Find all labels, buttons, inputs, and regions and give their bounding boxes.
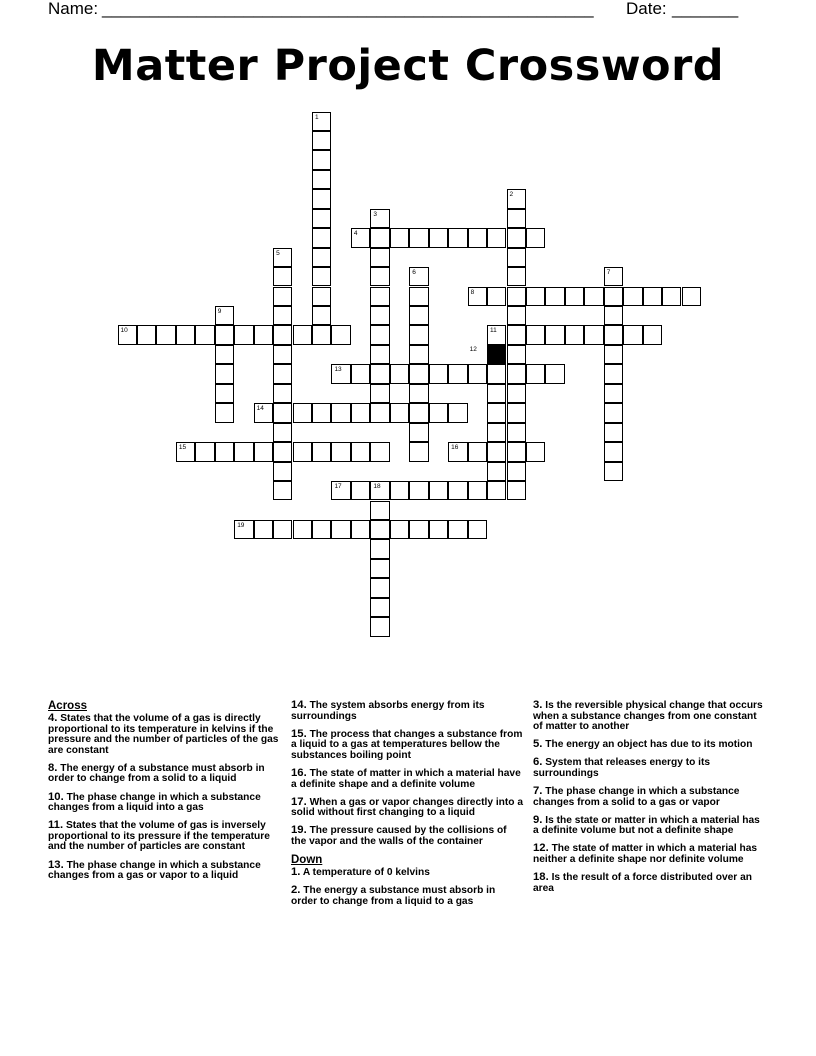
grid-cell[interactable] — [604, 325, 623, 344]
grid-cell[interactable] — [507, 403, 526, 422]
grid-cell[interactable] — [468, 228, 487, 247]
grid-cell-number: 2 — [509, 191, 514, 199]
grid-cell[interactable] — [273, 403, 292, 422]
grid-cell[interactable] — [331, 403, 350, 422]
grid-cell[interactable] — [604, 306, 623, 325]
grid-cell[interactable] — [273, 287, 292, 306]
grid-cell[interactable] — [468, 364, 487, 383]
grid-cell[interactable] — [370, 559, 389, 578]
page-title: Matter Project Crossword — [91, 41, 725, 91]
grid-cell[interactable] — [312, 248, 331, 267]
grid-cell[interactable] — [370, 384, 389, 403]
grid-cell[interactable] — [662, 287, 681, 306]
clue-down-5: 5. The energy an object has due to its motion — [533, 738, 753, 751]
grid-cell[interactable] — [429, 481, 448, 500]
clue-across-11: 11. States that the volume of gas is inversely proportional to its pressure if the temperature and the number of particles are constant — [48, 819, 270, 853]
grid-cell[interactable] — [429, 228, 448, 247]
grid-cell[interactable] — [370, 325, 389, 344]
grid-cell[interactable] — [390, 481, 409, 500]
grid-cell[interactable] — [507, 481, 526, 500]
grid-cell[interactable] — [215, 364, 234, 383]
grid-cell-number: 4 — [353, 230, 358, 238]
grid-cell[interactable] — [370, 617, 389, 636]
grid-cell[interactable] — [448, 520, 467, 539]
grid-cell[interactable] — [351, 520, 370, 539]
grid-cell[interactable] — [409, 384, 428, 403]
grid-cell-number: 10 — [120, 327, 128, 335]
grid-cell[interactable] — [254, 403, 273, 422]
grid-cell[interactable] — [487, 423, 506, 442]
grid-cell[interactable] — [468, 287, 487, 306]
grid-cell[interactable] — [273, 481, 292, 500]
clue-column-2 — [291, 700, 523, 914]
grid-cell[interactable] — [507, 189, 526, 208]
grid-cell[interactable] — [176, 442, 195, 461]
grid-cell[interactable] — [565, 287, 584, 306]
grid-cell[interactable] — [487, 287, 506, 306]
grid-cell[interactable] — [176, 325, 195, 344]
grid-cell[interactable] — [156, 325, 175, 344]
grid-cell[interactable] — [507, 325, 526, 344]
grid-cell[interactable] — [409, 423, 428, 442]
grid-cell[interactable] — [604, 345, 623, 364]
grid-cell[interactable] — [526, 228, 545, 247]
grid-cell[interactable] — [409, 228, 428, 247]
grid-cell[interactable] — [604, 423, 623, 442]
grid-cell[interactable] — [273, 462, 292, 481]
name-blank[interactable]: ____________________________________________________ — [102, 0, 594, 18]
grid-cell[interactable] — [604, 287, 623, 306]
grid-cell[interactable] — [254, 442, 273, 461]
grid-cell[interactable] — [370, 520, 389, 539]
grid-cell[interactable] — [351, 364, 370, 383]
grid-cell[interactable] — [604, 364, 623, 383]
grid-cell-number: 14 — [256, 405, 264, 413]
grid-cell[interactable] — [234, 520, 253, 539]
clue-down-6: 6. System that releases energy to its surroundings — [533, 756, 711, 779]
grid-cell[interactable] — [293, 442, 312, 461]
grid-cell[interactable] — [312, 520, 331, 539]
grid-cell-number: 6 — [412, 269, 416, 277]
grid-cell[interactable] — [312, 131, 331, 150]
grid-cell[interactable] — [293, 403, 312, 422]
grid-cell-number: 18 — [373, 483, 381, 491]
grid-cell[interactable] — [604, 462, 623, 481]
grid-cell[interactable] — [312, 170, 331, 189]
grid-cell[interactable] — [487, 228, 506, 247]
grid-cell[interactable] — [526, 287, 545, 306]
grid-cell-number: 7 — [606, 269, 611, 277]
clue-column-3 — [533, 700, 765, 901]
grid-cell[interactable] — [429, 403, 448, 422]
grid-cell[interactable] — [293, 520, 312, 539]
grid-cell[interactable] — [312, 150, 331, 169]
grid-cell[interactable] — [507, 442, 526, 461]
clue-across-19: 19. The pressure caused by the collisions of the vapor and the walls of the container — [291, 824, 507, 847]
grid-cell[interactable] — [195, 325, 214, 344]
clue-down-12: 12. The state of matter in which a material has neither a definite shape nor definite volume — [533, 842, 758, 866]
grid-cell[interactable] — [273, 345, 292, 364]
clue-down-2: 2. The energy a substance must absorb in order to change from a liquid to a gas — [291, 884, 496, 907]
grid-cell[interactable] — [448, 481, 467, 500]
clue-down-18: 18. Is the result of a force distributed over an area — [533, 871, 752, 894]
grid-cell[interactable] — [351, 481, 370, 500]
grid-cell[interactable] — [507, 306, 526, 325]
grid-cell[interactable] — [370, 539, 389, 558]
grid-cell[interactable] — [370, 442, 389, 461]
grid-cell[interactable] — [390, 364, 409, 383]
clue-across-8: 8. The energy of a substance must absorb in order to change from a solid to a liquid — [48, 761, 265, 785]
grid-block — [487, 345, 506, 364]
grid-cell[interactable] — [370, 364, 389, 383]
grid-cell[interactable] — [409, 520, 428, 539]
clue-column-1 — [48, 700, 280, 888]
grid-cell[interactable] — [487, 325, 506, 344]
grid-cell[interactable] — [351, 228, 370, 247]
grid-cell[interactable] — [370, 481, 389, 500]
grid-cell[interactable] — [273, 442, 292, 461]
grid-cell[interactable] — [545, 287, 564, 306]
grid-cell[interactable] — [215, 345, 234, 364]
grid-cell[interactable] — [370, 306, 389, 325]
grid-cell[interactable] — [409, 287, 428, 306]
grid-cell[interactable] — [273, 306, 292, 325]
grid-cell[interactable] — [312, 189, 331, 208]
grid-cell[interactable] — [137, 325, 156, 344]
grid-cell-number: 16 — [451, 444, 459, 452]
grid-cell[interactable] — [312, 325, 331, 344]
grid-cell[interactable] — [331, 325, 350, 344]
grid-cell[interactable] — [370, 248, 389, 267]
grid-cell[interactable] — [429, 364, 448, 383]
clue-across-14: 14. The system absorbs energy from its surroundings — [291, 699, 485, 722]
grid-cell[interactable] — [331, 520, 350, 539]
grid-cell[interactable] — [370, 209, 389, 228]
grid-cell[interactable] — [409, 481, 428, 500]
grid-cell[interactable] — [409, 403, 428, 422]
grid-cell[interactable] — [565, 325, 584, 344]
name-label: Name: — [48, 0, 99, 18]
grid-cell[interactable] — [312, 306, 331, 325]
grid-cell[interactable] — [390, 403, 409, 422]
grid-cell[interactable] — [351, 403, 370, 422]
grid-cell-number: 8 — [470, 288, 475, 296]
grid-cell[interactable] — [429, 520, 448, 539]
grid-cell[interactable] — [409, 267, 428, 286]
grid-cell-number: 19 — [237, 521, 245, 529]
down-heading: Down — [291, 854, 323, 867]
grid-cell-number: 1 — [315, 113, 319, 121]
grid-cell[interactable] — [448, 228, 467, 247]
grid-cell[interactable] — [215, 306, 234, 325]
clue-across-17: 17. When a gas or vapor changes directly into a solid without first changing to a liquid — [291, 795, 523, 819]
grid-cell[interactable] — [507, 462, 526, 481]
grid-cell[interactable] — [254, 520, 273, 539]
grid-cell[interactable] — [118, 325, 137, 344]
grid-cell[interactable] — [215, 325, 234, 344]
grid-cell[interactable] — [254, 325, 273, 344]
grid-cell[interactable] — [370, 598, 389, 617]
clue-down-3: 3. Is the reversible physical change that occurs when a substance changes from one constant of matter to another — [533, 699, 763, 733]
grid-cell[interactable] — [331, 364, 350, 383]
grid-cell[interactable] — [487, 364, 506, 383]
grid-cell[interactable] — [604, 442, 623, 461]
grid-cell[interactable] — [507, 248, 526, 267]
grid-cell-number: 5 — [276, 249, 280, 257]
grid-cell[interactable] — [604, 403, 623, 422]
date-label: Date: — [626, 0, 667, 18]
grid-cell[interactable] — [370, 287, 389, 306]
grid-cell[interactable] — [682, 287, 701, 306]
grid-cell[interactable] — [507, 423, 526, 442]
grid-cell[interactable] — [370, 403, 389, 422]
grid-cell[interactable] — [623, 325, 642, 344]
grid-cell[interactable] — [215, 403, 234, 422]
grid-cell[interactable] — [370, 267, 389, 286]
grid-cell[interactable] — [643, 287, 662, 306]
grid-cell[interactable] — [273, 364, 292, 383]
clue-down-1: 1. A temperature of 0 kelvins — [291, 866, 430, 879]
grid-cell-number: 3 — [373, 210, 377, 218]
grid-cell[interactable] — [312, 442, 331, 461]
grid-cell[interactable] — [468, 520, 487, 539]
grid-cell[interactable] — [507, 267, 526, 286]
clue-across-13: 13. The phase change in which a substance changes from a gas or vapor to a liquid — [48, 858, 261, 882]
grid-cell[interactable] — [526, 442, 545, 461]
grid-cell[interactable] — [487, 481, 506, 500]
grid-cell[interactable] — [409, 325, 428, 344]
grid-cell[interactable] — [312, 267, 331, 286]
grid-cell[interactable] — [351, 442, 370, 461]
grid-cell[interactable] — [526, 325, 545, 344]
grid-cell[interactable] — [448, 364, 467, 383]
grid-cell-number: 13 — [334, 366, 342, 374]
grid-cell[interactable] — [331, 481, 350, 500]
grid-cell[interactable] — [273, 248, 292, 267]
grid-cell[interactable] — [448, 442, 467, 461]
grid-cell[interactable] — [526, 364, 545, 383]
grid-cell[interactable] — [370, 578, 389, 597]
grid-cell[interactable] — [215, 384, 234, 403]
grid-cell[interactable] — [545, 325, 564, 344]
grid-cell[interactable] — [273, 520, 292, 539]
grid-cell[interactable] — [487, 384, 506, 403]
grid-cell-number: 12 — [469, 345, 477, 353]
grid-cell[interactable] — [312, 228, 331, 247]
grid-cell[interactable] — [468, 442, 487, 461]
grid-cell[interactable] — [468, 481, 487, 500]
date-blank[interactable]: _______ — [672, 0, 739, 18]
clue-list — [48, 700, 778, 960]
clue-across-10: 10. The phase change in which a substance changes from a liquid into a gas — [48, 790, 261, 814]
across-heading: Across — [48, 700, 87, 712]
grid-cell[interactable] — [273, 384, 292, 403]
clue-across-16: 16. The state of matter in which a material have a definite shape and a definite volume — [291, 766, 521, 790]
grid-cell[interactable] — [643, 325, 662, 344]
grid-cell[interactable] — [312, 209, 331, 228]
grid-cell[interactable] — [273, 325, 292, 344]
grid-cell[interactable] — [487, 403, 506, 422]
clue-across-4: 4. States that the volume of a gas is directly proportional to its temperature in kelvins if the pressure and the number of particles of the gas are constant — [48, 712, 279, 756]
grid-cell[interactable] — [370, 501, 389, 520]
grid-cell[interactable] — [507, 345, 526, 364]
clue-down-7: 7. The phase change in which a substance changes from a solid to a gas or vapor — [533, 785, 740, 808]
grid-cell[interactable] — [507, 364, 526, 383]
grid-cell-number: 15 — [178, 444, 187, 452]
grid-cell[interactable] — [507, 384, 526, 403]
grid-cell[interactable] — [584, 325, 603, 344]
grid-cell[interactable] — [409, 345, 428, 364]
grid-cell[interactable] — [584, 287, 603, 306]
grid-cell[interactable] — [409, 442, 428, 461]
grid-cell[interactable] — [293, 325, 312, 344]
grid-cell[interactable] — [312, 403, 331, 422]
grid-cell[interactable] — [487, 442, 506, 461]
grid-cell[interactable] — [507, 209, 526, 228]
clue-across-15: 15. The process that changes a substance from a liquid to a gas at temperatures bellow the substances boiling point — [291, 727, 523, 761]
grid-cell[interactable] — [195, 442, 214, 461]
grid-cell[interactable] — [273, 267, 292, 286]
grid-cell[interactable] — [507, 228, 526, 247]
grid-cell[interactable] — [604, 267, 623, 286]
grid-cell[interactable] — [507, 287, 526, 306]
grid-cell[interactable] — [234, 325, 253, 344]
grid-cell-number: 9 — [217, 308, 222, 315]
grid-cell-number: 17 — [334, 483, 342, 491]
grid-cell[interactable] — [390, 520, 409, 539]
grid-cell[interactable] — [545, 364, 564, 383]
grid-cell[interactable] — [312, 112, 331, 131]
clue-down-9: 9. Is the state or matter in which a material has a definite volume but not a definite shape — [533, 813, 760, 837]
grid-cell[interactable] — [623, 287, 642, 306]
grid-cell[interactable] — [409, 364, 428, 383]
grid-cell[interactable] — [390, 228, 409, 247]
grid-cell[interactable] — [370, 228, 389, 247]
grid-cell-number: 11 — [490, 327, 497, 335]
grid-cell[interactable] — [273, 423, 292, 442]
grid-cell[interactable] — [370, 345, 389, 364]
grid-cell[interactable] — [409, 306, 428, 325]
grid-cell[interactable] — [448, 403, 467, 422]
grid-cell[interactable] — [234, 442, 253, 461]
grid-cell[interactable] — [487, 462, 506, 481]
grid-cell[interactable] — [215, 442, 234, 461]
grid-cell[interactable] — [604, 384, 623, 403]
grid-cell[interactable] — [331, 442, 350, 461]
grid-cell[interactable] — [312, 287, 331, 306]
